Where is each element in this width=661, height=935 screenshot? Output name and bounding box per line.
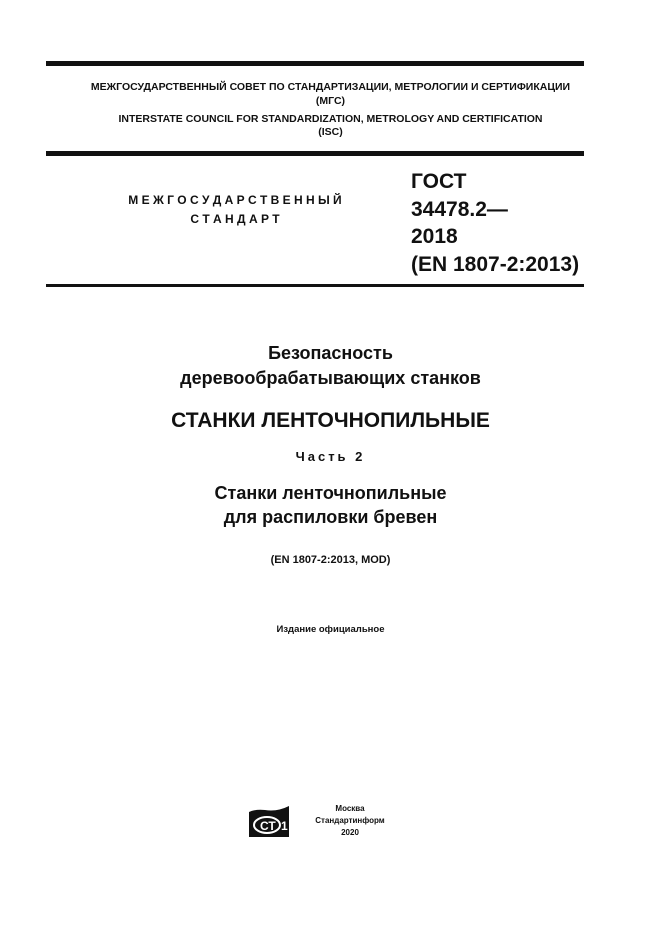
title-sub-1: Станки ленточнопильные	[214, 483, 447, 503]
title-general-2: деревообрабатывающих станков	[180, 368, 481, 388]
council-en: INTERSTATE COUNCIL FOR STANDARDIZATION, METROLOGY AND CERTIFICATION	[118, 113, 543, 125]
publisher-city: Москва	[335, 804, 365, 813]
divider	[46, 61, 584, 66]
title-part: Часть 2	[295, 449, 366, 464]
designation-gost: ГОСТ	[411, 170, 467, 193]
publisher-year: 2020	[341, 828, 359, 837]
designation-year: 2018	[411, 225, 458, 248]
svg-text:1: 1	[281, 819, 288, 833]
publisher-logo-icon	[247, 804, 291, 838]
publisher-name: Стандартинформ	[315, 816, 385, 825]
council-ru: МЕЖГОСУДАРСТВЕННЫЙ СОВЕТ ПО СТАНДАРТИЗАЦИИ, МЕТРОЛОГИИ И СЕРТИФИКАЦИИ	[90, 81, 571, 93]
designation-en: (EN 1807-2:2013)	[411, 253, 580, 276]
standard-type-line1: М Е Ж Г О С У Д А Р С Т В Е Н Н Ы Й	[128, 193, 342, 207]
title-equivalence: (EN 1807-2:2013, MOD)	[270, 554, 391, 566]
divider	[46, 151, 584, 156]
divider	[46, 284, 584, 287]
title-main: СТАНКИ ЛЕНТОЧНОПИЛЬНЫЕ	[171, 409, 490, 432]
title-general-1: Безопасность	[268, 343, 393, 363]
council-ru-abbr: (МГС)	[315, 95, 346, 107]
designation-number: 34478.2—	[411, 198, 508, 221]
edition-label: Издание официальное	[276, 624, 385, 635]
council-en-abbr: (ISC)	[318, 126, 343, 138]
svg-text:СТ: СТ	[260, 819, 276, 833]
title-sub-2: для распиловки бревен	[223, 507, 438, 527]
standard-type-line2: С Т А Н Д А Р Т	[190, 212, 280, 226]
